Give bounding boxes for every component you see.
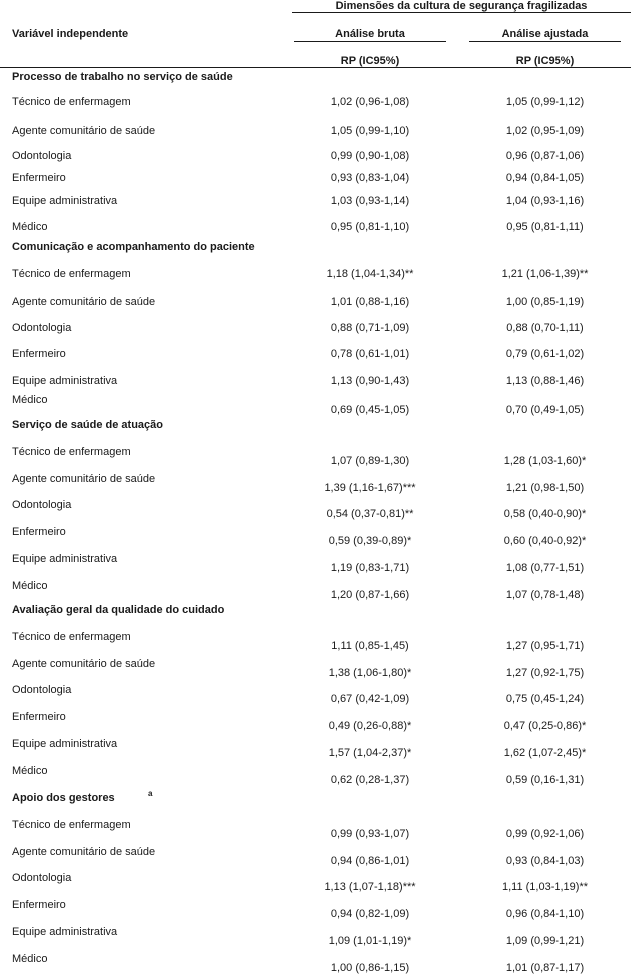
cell-crude: 0,54 (0,37-0,81)** — [326, 508, 414, 520]
cell-adjusted: 1,11 (1,03-1,19)** — [501, 881, 589, 893]
cell-crude: 0,62 (0,28-1,37) — [330, 774, 410, 786]
cell-adjusted: 0,79 (0,61-1,02) — [505, 348, 585, 360]
row-label: Técnico de enfermagem — [12, 446, 131, 458]
row-label: Odontologia — [12, 322, 72, 334]
row-label: Equipe administrativa — [12, 553, 118, 565]
cell-crude: 0,94 (0,86-1,01) — [330, 855, 410, 867]
cell-crude: 1,09 (1,01-1,19)* — [328, 935, 412, 947]
section-title: Comunicação e acompanhamento do paciente — [12, 241, 255, 253]
cell-adjusted: 1,00 (0,85-1,19) — [505, 296, 585, 308]
row-label: Enfermeiro — [12, 711, 66, 723]
row-label: Agente comunitário de saúde — [12, 658, 156, 670]
cell-crude: 1,20 (0,87-1,66) — [330, 589, 410, 601]
cell-adjusted: 1,21 (0,98-1,50) — [505, 482, 585, 494]
cell-adjusted: 0,94 (0,84-1,05) — [505, 172, 585, 184]
cell-adjusted: 0,75 (0,45-1,24) — [505, 693, 585, 705]
row-label: Equipe administrativa — [12, 926, 118, 938]
row-label: Médico — [12, 221, 48, 233]
col-header-independent-variable: Variável independente — [12, 28, 129, 40]
cell-adjusted: 1,62 (1,07-2,45)* — [503, 747, 587, 759]
cell-adjusted: 1,08 (0,77-1,51) — [505, 562, 585, 574]
cell-crude: 0,88 (0,71-1,09) — [330, 322, 410, 334]
row-label: Odontologia — [12, 499, 72, 511]
row-label: Médico — [12, 765, 48, 777]
row-label: Técnico de enfermagem — [12, 631, 131, 643]
row-label: Técnico de enfermagem — [12, 96, 131, 108]
cell-crude: 1,57 (1,04-2,37)* — [328, 747, 412, 759]
cell-crude: 0,99 (0,90-1,08) — [330, 150, 410, 162]
cell-crude: 0,49 (0,26-0,88)* — [328, 720, 412, 732]
col-header-rp-crude: RP (IC95%) — [340, 55, 400, 67]
cell-crude: 0,95 (0,81-1,10) — [330, 221, 410, 233]
cell-crude: 1,11 (0,85-1,45) — [331, 640, 409, 652]
col-header-rp-adjusted: RP (IC95%) — [515, 55, 575, 67]
row-label: Técnico de enfermagem — [12, 819, 131, 831]
cell-adjusted: 0,59 (0,16-1,31) — [505, 774, 585, 786]
row-label: Enfermeiro — [12, 172, 66, 184]
row-label: Odontologia — [12, 150, 72, 162]
cell-crude: 1,07 (0,89-1,30) — [330, 455, 410, 467]
cell-adjusted: 1,09 (0,99-1,21) — [505, 935, 585, 947]
cell-crude: 0,67 (0,42-1,09) — [330, 693, 410, 705]
cell-adjusted: 1,01 (0,87-1,17) — [505, 962, 585, 974]
cell-adjusted: 0,96 (0,87-1,06) — [505, 150, 585, 162]
row-label: Médico — [12, 953, 48, 965]
row-label: Enfermeiro — [12, 348, 66, 360]
cell-crude: 1,39 (1,16-1,67)*** — [324, 482, 416, 494]
row-label: Agente comunitário de saúde — [12, 846, 156, 858]
cell-crude: 1,01 (0,88-1,16) — [330, 296, 410, 308]
row-label: Médico — [12, 580, 48, 592]
cell-adjusted: 1,05 (0,99-1,12) — [505, 96, 585, 108]
row-label: Agente comunitário de saúde — [12, 125, 156, 137]
cell-crude: 0,69 (0,45-1,05) — [330, 404, 410, 416]
cell-adjusted: 1,04 (0,93-1,16) — [505, 195, 585, 207]
cell-crude: 1,19 (0,83-1,71) — [330, 562, 410, 574]
cell-crude: 1,18 (1,04-1,34)** — [326, 268, 414, 280]
cell-adjusted: 0,70 (0,49-1,05) — [505, 404, 585, 416]
row-label: Técnico de enfermagem — [12, 268, 131, 280]
cell-adjusted: 0,99 (0,92-1,06) — [505, 828, 585, 840]
col-header-adjusted: Análise ajustada — [501, 28, 589, 40]
cell-crude: 1,13 (1,07-1,18)*** — [324, 881, 416, 893]
cell-adjusted: 0,58 (0,40-0,90)* — [503, 508, 587, 520]
row-label: Médico — [12, 394, 48, 406]
cell-adjusted: 0,88 (0,70-1,11) — [506, 322, 584, 334]
cell-adjusted: 0,96 (0,84-1,10) — [505, 908, 585, 920]
cell-crude: 1,00 (0,86-1,15) — [330, 962, 410, 974]
cell-adjusted: 0,93 (0,84-1,03) — [505, 855, 585, 867]
section-title: Processo de trabalho no serviço de saúde — [12, 71, 233, 83]
cell-crude: 0,94 (0,82-1,09) — [330, 908, 410, 920]
cell-crude: 1,03 (0,93-1,14) — [330, 195, 410, 207]
row-label: Enfermeiro — [12, 526, 66, 538]
row-label: Enfermeiro — [12, 899, 66, 911]
cell-crude: 1,38 (1,06-1,80)* — [328, 667, 412, 679]
row-label: Odontologia — [12, 684, 72, 696]
row-label: Agente comunitário de saúde — [12, 296, 156, 308]
cell-adjusted: 0,95 (0,81-1,11) — [506, 221, 584, 233]
cell-crude: 0,93 (0,83-1,04) — [330, 172, 410, 184]
cell-adjusted: 1,07 (0,78-1,48) — [505, 589, 585, 601]
cell-crude: 1,13 (0,90-1,43) — [330, 375, 410, 387]
row-label: Agente comunitário de saúde — [12, 473, 156, 485]
footnote-marker: a — [148, 789, 153, 798]
row-label: Equipe administrativa — [12, 738, 118, 750]
cell-adjusted: 1,27 (0,95-1,71) — [505, 640, 585, 652]
cell-adjusted: 1,28 (1,03-1,60)* — [503, 455, 587, 467]
cell-adjusted: 1,21 (1,06-1,39)** — [501, 268, 589, 280]
cell-adjusted: 1,13 (0,88-1,46) — [505, 375, 585, 387]
row-label: Equipe administrativa — [12, 195, 118, 207]
row-label: Odontologia — [12, 872, 72, 884]
row-label: Equipe administrativa — [12, 375, 118, 387]
cell-adjusted: 1,02 (0,95-1,09) — [505, 125, 585, 137]
cell-adjusted: 0,60 (0,40-0,92)* — [503, 535, 587, 547]
col-header-crude: Análise bruta — [335, 28, 405, 40]
cell-adjusted: 1,27 (0,92-1,75) — [505, 667, 585, 679]
cell-crude: 1,02 (0,96-1,08) — [330, 96, 410, 108]
cell-adjusted: 0,47 (0,25-0,86)* — [503, 720, 587, 732]
cell-crude: 0,99 (0,93-1,07) — [330, 828, 410, 840]
cell-crude: 0,78 (0,61-1,01) — [330, 348, 410, 360]
section-title: Apoio dos gestores — [12, 792, 115, 804]
cell-crude: 0,59 (0,39-0,89)* — [328, 535, 412, 547]
group-header: Dimensões da cultura de segurança fragilizadas — [335, 0, 588, 12]
section-title: Avaliação geral da qualidade do cuidado — [12, 604, 225, 616]
section-title: Serviço de saúde de atuação — [12, 419, 164, 431]
cell-crude: 1,05 (0,99-1,10) — [330, 125, 410, 137]
